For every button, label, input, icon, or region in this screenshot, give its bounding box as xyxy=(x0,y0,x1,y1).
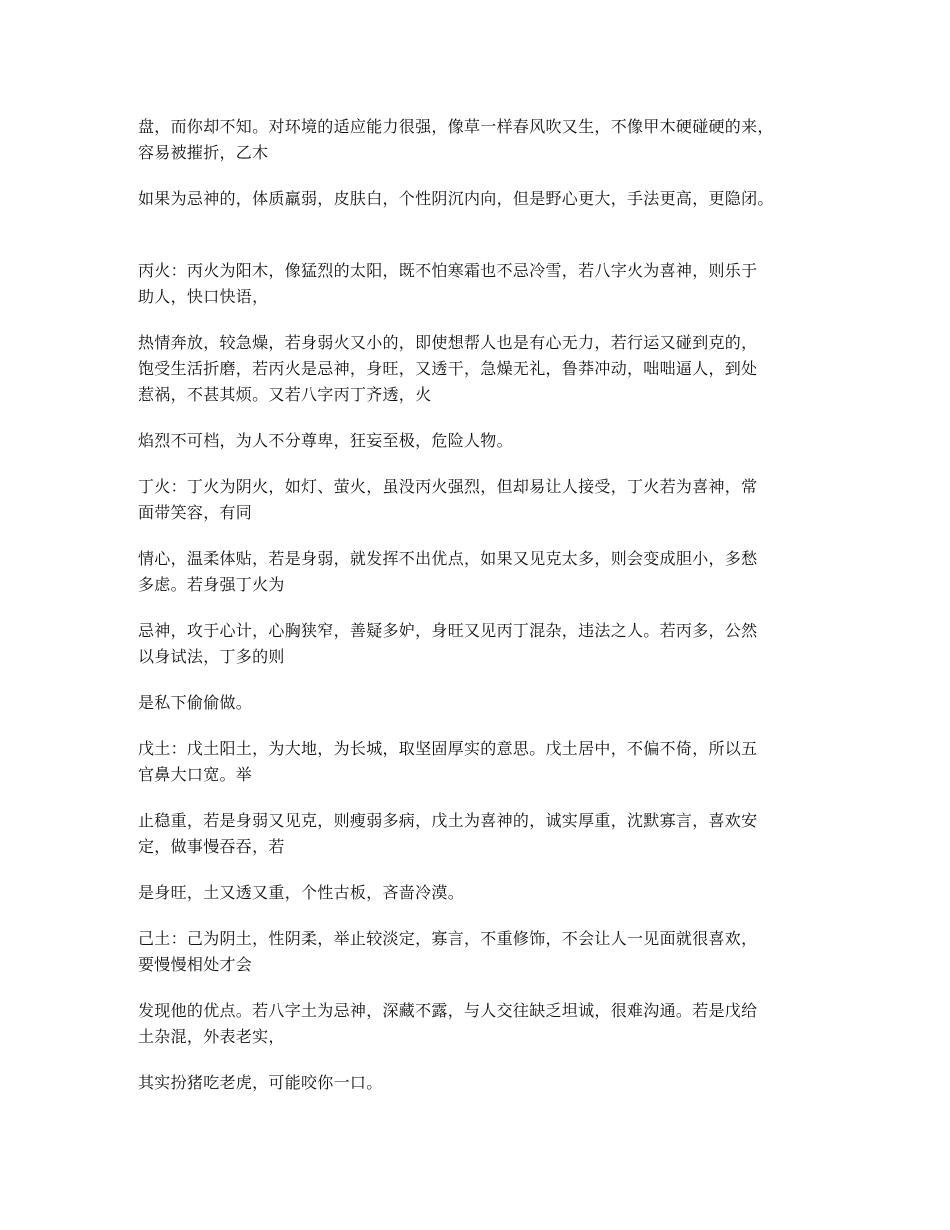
paragraph-12 xyxy=(138,880,818,906)
text-line: 面带笑容，有同 xyxy=(138,503,253,522)
text-line: 丙火：丙火为阳木，像猛烈的太阳，既不怕寒霜也不忌冷雪，若八字火为喜神，则乐于 xyxy=(138,261,758,280)
text-line: 情心，温柔体贴，若是身弱，就发挥不出优点，如果又见克太多，则会变成胆小，多愁 xyxy=(138,549,758,568)
paragraph-14 xyxy=(138,998,818,1050)
text-line: 要慢慢相处才会 xyxy=(138,955,253,974)
text-line: 是私下偷偷做。 xyxy=(138,693,253,712)
text-line: 饱受生活折磨，若丙火是忌神，身旺，又透干，急燥无礼，鲁莽冲动，咄咄逼人，到处 xyxy=(138,359,758,378)
text-line: 发现他的优点。若八字土为忌神，深藏不露，与人交往缺乏坦诚，很难沟通。若是戊给 xyxy=(138,1001,758,1020)
paragraph-3 xyxy=(138,258,818,310)
text-line: 土杂混，外表老实， xyxy=(138,1027,285,1046)
paragraph-5 xyxy=(138,428,818,454)
text-line: 盘，而你却不知。对环境的适应能力很强，像草一样春风吹又生，不像甲木硬碰硬的来， xyxy=(138,117,774,136)
text-line: 容易被摧折，乙木 xyxy=(138,143,269,162)
text-line: 己土：己为阴土，性阴柔，举止较淡定，寡言，不重修饰，不会让人一见面就很喜欢， xyxy=(138,929,758,948)
text-line: 其实扮猪吃老虎，可能咬你一口。 xyxy=(138,1073,383,1092)
paragraph-11 xyxy=(138,808,818,860)
text-line: 丁火：丁火为阴火，如灯、萤火，虽没丙火强烈，但却易让人接受，丁火若为喜神，常 xyxy=(138,477,758,496)
paragraph-7 xyxy=(138,546,818,598)
text-line: 官鼻大口宽。举 xyxy=(138,765,253,784)
paragraph-9 xyxy=(138,690,818,716)
text-line: 定，做事慢吞吞，若 xyxy=(138,837,285,856)
text-line: 是身旺，土又透又重，个性古板，吝啬冷漠。 xyxy=(138,883,465,902)
text-line: 止稳重，若是身弱又见克，则瘦弱多病，戊土为喜神的，诚实厚重，沈默寡言，喜欢安 xyxy=(138,811,758,830)
text-line: 戊土：戊土阳土，为大地，为长城，取坚固厚实的意思。戊土居中，不偏不倚，所以五 xyxy=(138,739,758,758)
text-line: 助人，快口快语， xyxy=(138,287,269,306)
text-line: 以身试法，丁多的则 xyxy=(138,647,285,666)
paragraph-2 xyxy=(138,186,818,212)
text-line: 忌神，攻于心计，心胸狭窄，善疑多妒，身旺又见丙丁混杂，违法之人。若丙多，公然 xyxy=(138,621,758,640)
paragraph-8 xyxy=(138,618,818,670)
paragraph-15 xyxy=(138,1070,818,1096)
paragraph-13 xyxy=(138,926,818,978)
text-line: 多虑。若身强丁火为 xyxy=(138,575,285,594)
paragraph-10 xyxy=(138,736,818,788)
document-page xyxy=(138,114,818,1116)
paragraph-6 xyxy=(138,474,818,526)
text-line: 如果为忌神的，体质羸弱，皮肤白，个性阴沉内向，但是野心更大，手法更高，更隐闭。 xyxy=(138,189,774,208)
text-line: 热情奔放，较急燥，若身弱火又小的，即使想帮人也是有心无力，若行运又碰到克的， xyxy=(138,333,758,352)
text-line: 惹祸，不甚其烦。又若八字丙丁齐透，火 xyxy=(138,385,432,404)
paragraph-4 xyxy=(138,330,818,408)
paragraph-1 xyxy=(138,114,818,166)
text-line: 焰烈不可档，为人不分尊卑，狂妄至极，危险人物。 xyxy=(138,431,513,450)
